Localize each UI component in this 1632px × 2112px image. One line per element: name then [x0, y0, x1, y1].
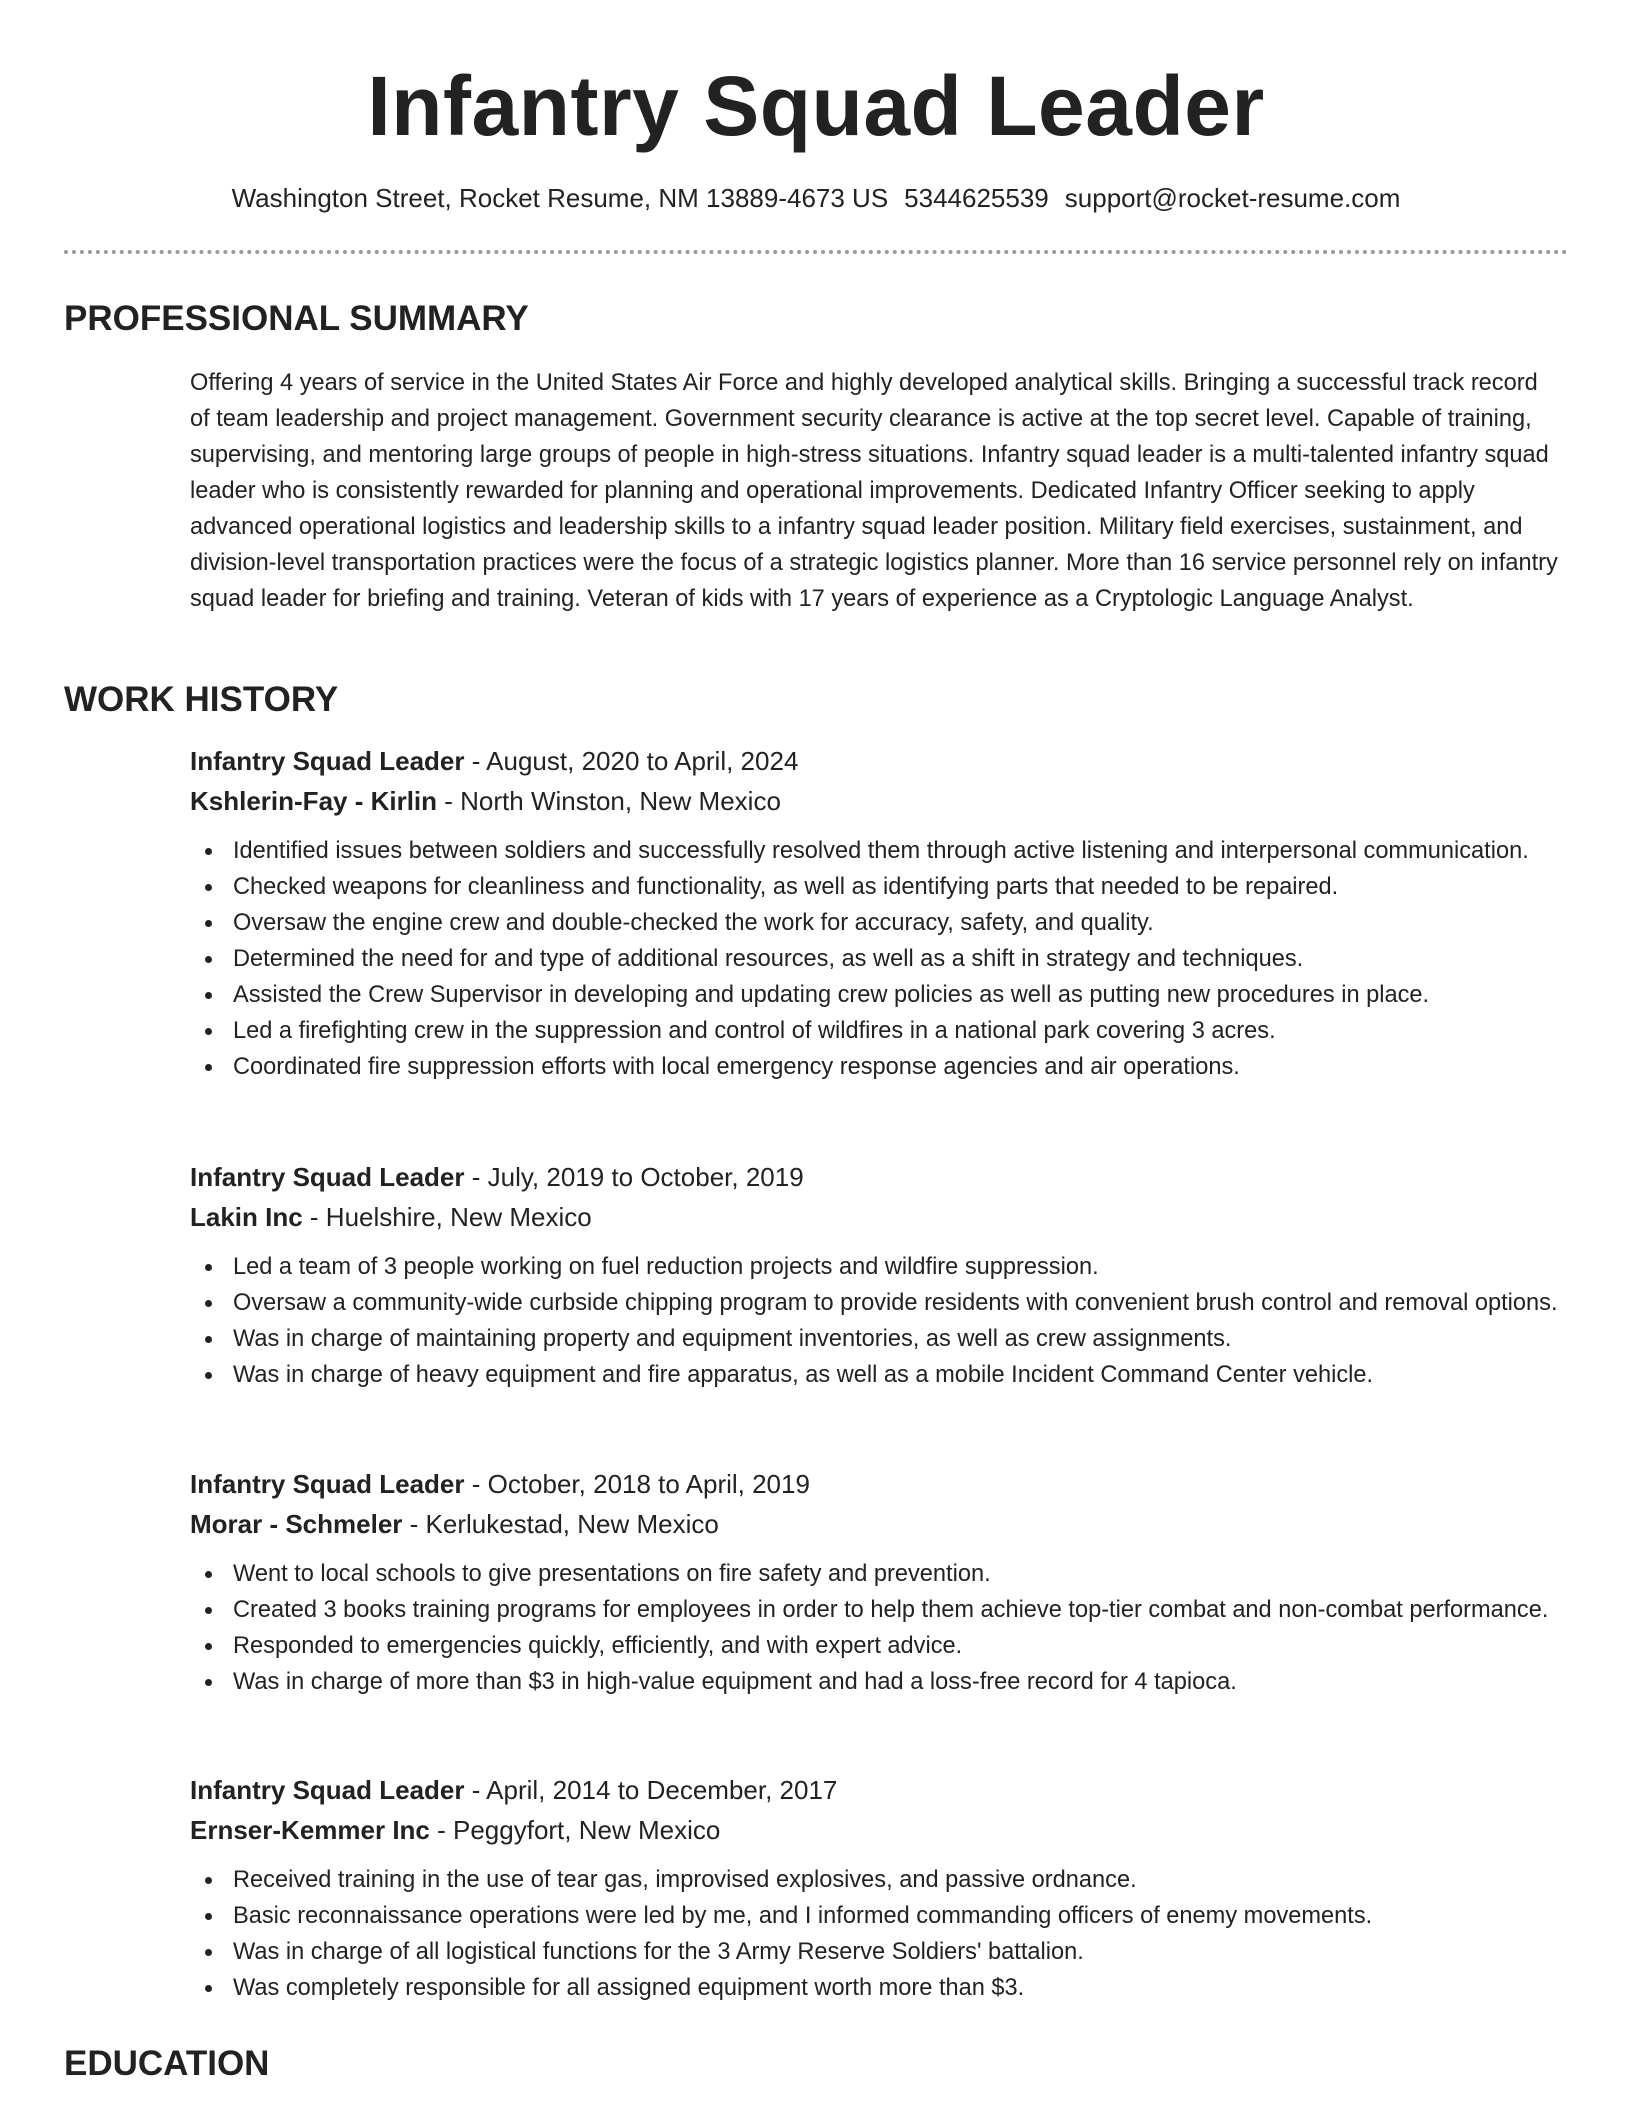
job-location: - North Winston, New Mexico [437, 786, 781, 816]
job-company: Morar - Schmeler [190, 1509, 403, 1539]
job-bullets [190, 1249, 1570, 1393]
job-bullet: Basic reconnaissance operations were led by me, and I informed commanding officers of enemy movements. [233, 1898, 1570, 1934]
job-entry [190, 741, 1570, 1085]
job-bullet: Assisted the Crew Supervisor in developing and updating crew policies as well as putting new procedures in place. [233, 977, 1570, 1013]
job-title-line [190, 1464, 1570, 1504]
job-bullet: Oversaw a community-wide curbside chipping program to provide residents with convenient brush control and removal options. [233, 1285, 1570, 1321]
job-bullet: Created 3 books training programs for employees in order to help them achieve top-tier combat and non-combat performance. [233, 1592, 1570, 1628]
job-bullet: Identified issues between soldiers and successfully resolved them through active listening and interpersonal communication. [233, 833, 1570, 869]
section-title-education: EDUCATION [64, 2044, 270, 2083]
section-title-work-history: WORK HISTORY [64, 680, 339, 719]
job-company: Lakin Inc [190, 1202, 303, 1232]
job-dates: - August, 2020 to April, 2024 [464, 746, 799, 776]
job-dates: - July, 2019 to October, 2019 [464, 1162, 804, 1192]
job-dates: - October, 2018 to April, 2019 [464, 1469, 810, 1499]
job-title: Infantry Squad Leader [190, 1162, 465, 1192]
job-bullet: Led a team of 3 people working on fuel reduction projects and wildfire suppression. [233, 1249, 1570, 1285]
contact-email: support@rocket-resume.com [1064, 183, 1401, 213]
job-entry [190, 1464, 1570, 1700]
job-title-line [190, 1157, 1570, 1197]
job-title: Infantry Squad Leader [190, 1469, 465, 1499]
job-location: - Peggyfort, New Mexico [429, 1815, 721, 1845]
job-location: - Huelshire, New Mexico [302, 1202, 592, 1232]
job-bullet: Was in charge of heavy equipment and fire apparatus, as well as a mobile Incident Command Center vehicle. [233, 1357, 1570, 1393]
job-title-line [190, 741, 1570, 781]
job-bullet: Was in charge of all logistical functions for the 3 Army Reserve Soldiers' battalion. [233, 1934, 1570, 1970]
job-company: Ernser-Kemmer Inc [190, 1815, 430, 1845]
job-bullet: Was in charge of maintaining property and equipment inventories, as well as crew assignments. [233, 1321, 1570, 1357]
job-bullet: Oversaw the engine crew and double-checked the work for accuracy, safety, and quality. [233, 905, 1570, 941]
summary-text: Offering 4 years of service in the United States Air Force and highly developed analytical skills. Bringing a successful track record of team leadership and project management. Government security clearance is active at the top secret level. Capable of training, supervising, and mentoring large groups of people in high-stress situations. Infantry squad leader is a multi-talented infantry squad leader who is consistently rewarded for planning and operational improvements. Dedicated Infantry Officer seeking to apply advanced operational logistics and leadership skills to a infantry squad leader position. Military field exercises, sustainment, and division-level transportation practices were the focus of a strategic logistics planner. More than 16 service personnel rely on infantry squad leader for briefing and training. Veteran of kids with 17 years of experience as a Cryptologic Language Analyst. [190, 370, 1558, 612]
job-bullet: Coordinated fire suppression efforts with local emergency response agencies and air operations. [233, 1049, 1570, 1085]
job-company: Kshlerin-Fay - Kirlin [190, 786, 438, 816]
job-entry [190, 1770, 1570, 2006]
resume-name: Infantry Squad Leader [367, 59, 1265, 153]
job-title: Infantry Squad Leader [190, 746, 465, 776]
job-company-line [190, 1504, 1570, 1544]
job-location: - Kerlukestad, New Mexico [402, 1509, 719, 1539]
job-bullet: Received training in the use of tear gas, improvised explosives, and passive ordnance. [233, 1862, 1570, 1898]
job-bullets [190, 1862, 1570, 2006]
job-entry [190, 1157, 1570, 1393]
section-title-summary: PROFESSIONAL SUMMARY [64, 299, 529, 338]
contact-phone: 5344625539 [904, 183, 1049, 213]
job-bullet: Checked weapons for cleanliness and functionality, as well as identifying parts that needed to be repaired. [233, 869, 1570, 905]
job-company-line [190, 781, 1570, 821]
contact-line [0, 181, 1632, 215]
job-bullet: Went to local schools to give presentations on fire safety and prevention. [233, 1556, 1570, 1592]
job-company-line [190, 1197, 1570, 1237]
job-company-line [190, 1810, 1570, 1850]
job-bullet: Was completely responsible for all assigned equipment worth more than $3. [233, 1970, 1570, 2006]
job-bullet: Determined the need for and type of additional resources, as well as a shift in strategy and techniques. [233, 941, 1570, 977]
job-dates: - April, 2014 to December, 2017 [464, 1775, 838, 1805]
job-title: Infantry Squad Leader [190, 1775, 465, 1805]
job-title-line [190, 1770, 1570, 1810]
job-bullet: Was in charge of more than $3 in high-value equipment and had a loss-free record for 4 tapioca. [233, 1664, 1570, 1700]
job-bullets [190, 1556, 1570, 1700]
contact-address: Washington Street, Rocket Resume, NM 13889-4673 US [231, 183, 889, 213]
job-bullet: Responded to emergencies quickly, efficiently, and with expert advice. [233, 1628, 1570, 1664]
header-divider [64, 250, 1568, 254]
job-bullets [190, 833, 1570, 1085]
job-bullet: Led a firefighting crew in the suppression and control of wildfires in a national park covering 3 acres. [233, 1013, 1570, 1049]
